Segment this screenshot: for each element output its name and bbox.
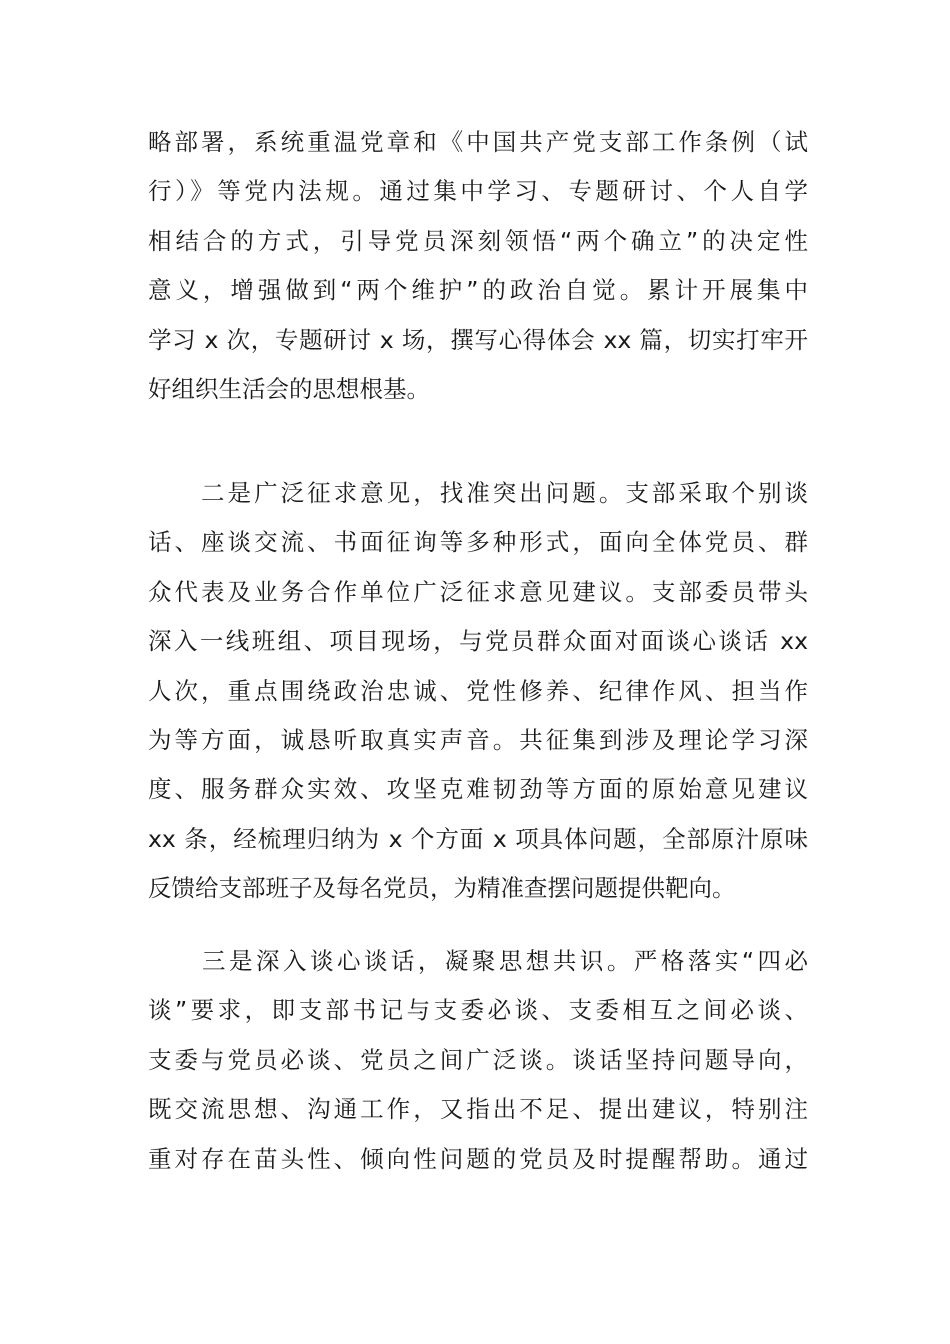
text-line: 意义，增强做到“两个维护”的政治自觉。累计开展集中 bbox=[148, 276, 808, 305]
paragraph-solicit-opinions bbox=[148, 469, 808, 914]
text-line: 既交流思想、沟通工作，又指出不足、提出建议，特别注 bbox=[148, 1095, 808, 1124]
text-line: 深入一线班组、项目现场，与党员群众面对面谈心谈话 xx bbox=[148, 627, 808, 656]
paragraph-study-continuation bbox=[148, 118, 808, 414]
text-line: 三是深入谈心谈话，凝聚思想共识。严格落实“四必 bbox=[148, 947, 808, 975]
text-line: 好组织生活会的思想根基。 bbox=[148, 374, 430, 403]
text-line: 重对存在苗头性、倾向性问题的党员及时提醒帮助。通过 bbox=[148, 1144, 808, 1173]
text-line: 相结合的方式，引导党员深刻领悟“两个确立”的决定性 bbox=[148, 226, 808, 255]
text-line: 人次，重点围绕政治忠诚、党性修养、纪律作风、担当作 bbox=[148, 676, 808, 705]
text-line: 支委与党员必谈、党员之间广泛谈。谈话坚持问题导向， bbox=[148, 1045, 808, 1074]
text-line: 学习 x 次，专题研讨 x 场，撰写心得体会 xx 篇，切实打牢开 bbox=[148, 325, 808, 354]
text-line: 谈”要求，即支部书记与支委必谈、支委相互之间必谈、 bbox=[148, 996, 808, 1025]
paragraph-heart-to-heart-talks bbox=[148, 937, 808, 1184]
text-line: 众代表及业务合作单位广泛征求意见建议。支部委员带头 bbox=[148, 577, 808, 606]
text-line: xx 条，经梳理归纳为 x 个方面 x 项具体问题，全部原汁原味 bbox=[148, 824, 808, 853]
text-line: 行）》等党内法规。通过集中学习、专题研讨、个人自学 bbox=[148, 177, 808, 206]
text-line: 略部署，系统重温党章和《中国共产党支部工作条例（试 bbox=[148, 128, 808, 156]
text-line: 反馈给支部班子及每名党员，为精准查摆问题提供靶向。 bbox=[148, 874, 736, 903]
text-line: 度、服务群众实效、攻坚克难韧劲等方面的原始意见建议 bbox=[148, 775, 808, 804]
text-line: 话、座谈交流、书面征询等多种形式，面向全体党员、群 bbox=[148, 528, 808, 557]
text-line: 二是广泛征求意见，找准突出问题。支部采取个别谈 bbox=[148, 479, 808, 507]
text-line: 为等方面，诚恳听取真实声音。共征集到涉及理论学习深 bbox=[148, 725, 808, 754]
